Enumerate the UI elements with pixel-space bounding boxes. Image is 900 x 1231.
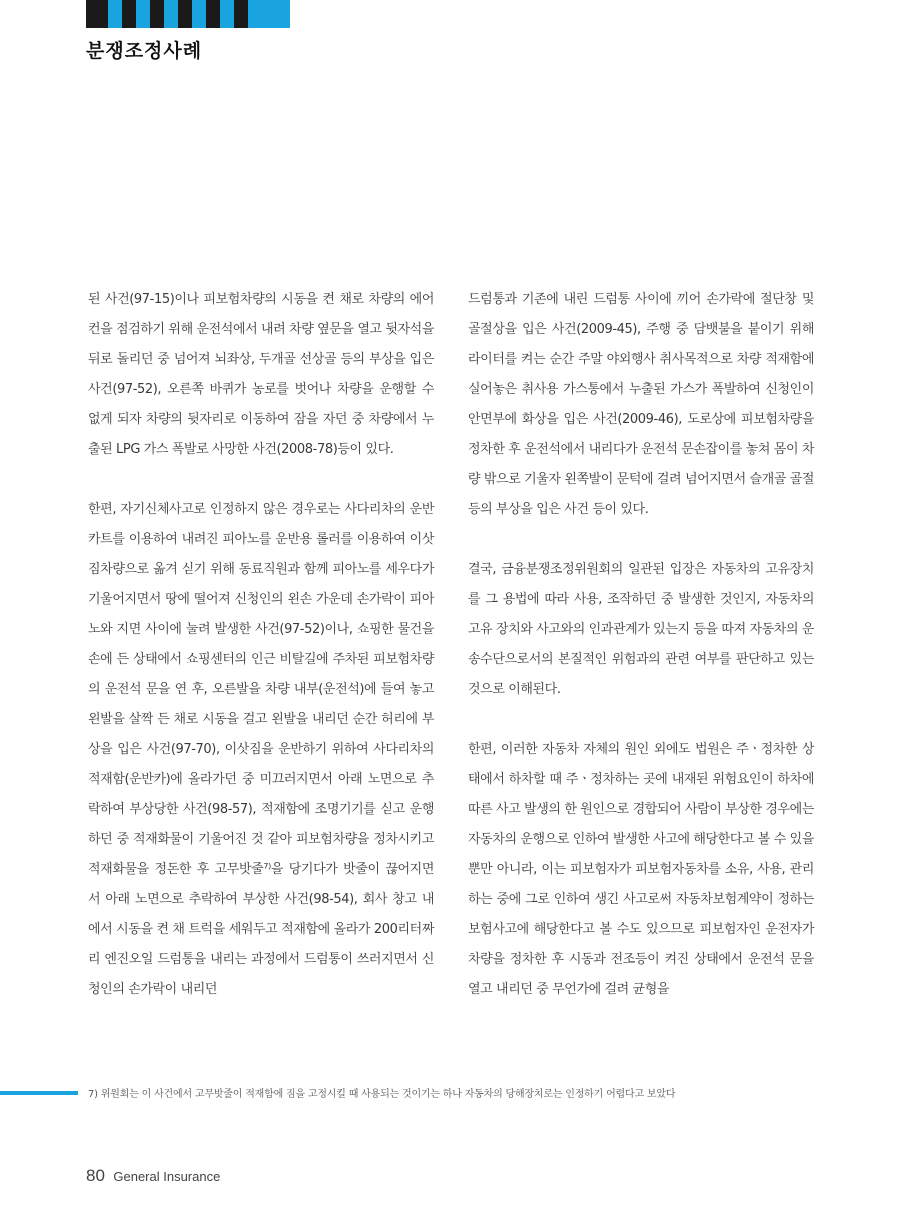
publication-name: General Insurance xyxy=(113,1169,221,1184)
left-column xyxy=(88,285,434,1005)
paragraph: 결국, 금융분쟁조정위원회의 일관된 입장은 자동차의 고유장치를 그 용법에 따라 사용, 조작하던 중 발생한 것인지, 자동차의 고유 장치와 사고와의 인과관계가 있는지 등을 따져 자동차의 운송수단으로서의 본질적인 위험과의 관련 여부를 판단하고 있는 것으로 이해된다. xyxy=(468,562,814,697)
footnote: 7) 위원회는 이 사건에서 고무밧줄이 적재함에 짐을 고정시킬 때 사용되는 것이기는 하나 자동차의 당해장치로는 인정하기 어렵다고 보았다 xyxy=(88,1089,676,1100)
section-title: 분쟁조정사례 xyxy=(86,40,203,62)
right-column xyxy=(468,285,814,1005)
header-decorative-bar xyxy=(86,0,290,28)
page-footer xyxy=(86,1166,220,1186)
paragraph: 한편, 자기신체사고로 인정하지 않은 경우로는 사다리차의 운반카트를 이용하여 내려진 피아노를 운반용 롤러를 이용하여 이삿짐차량으로 옮겨 싣기 위해 동료직원과 함께 피아노를 세우다가 기울어지면서 땅에 떨어져 신청인의 왼손 가운데 손가락이 피아노와 지면 사이에 눌려 발생한 사건(97-52)이나, 쇼핑한 물건을 손에 든 상태에서 쇼핑센터의 인근 비탈길에 주차된 피보험차량의 운전석 문을 연 후, 오른발을 차량 내부(운전석)에 들여 놓고 왼발을 살짝 든 채로 시동을 걸고 왼발을 내리던 순간 허리에 부상을 입은 사건(97-70), 이삿짐을 운반하기 위하여 사다리차의 적재함(운반카)에 올라가던 중 미끄러지면서 아래 노면으로 추락하여 부상당한 사건(98-57), 적재함에 조명기기를 싣고 운행하던 중 적재화물이 기울어진 것 같아 피보험차량을 정차시키고 적재화물을 정돈한 후 고무밧줄⁷⁾을 당기다가 밧줄이 끊어지면서 아래 노면으로 추락하여 부상한 사건(98-54), 회사 창고 내에서 시동을 켠 채 트럭을 세워두고 적재함에 올라가 200리터짜리 엔진오일 드럼통을 내리는 과정에서 드럼통이 쓰러지면서 신청인의 손가락이 내리던 xyxy=(88,502,434,997)
paragraph: 드럼통과 기존에 내린 드럼통 사이에 끼어 손가락에 절단창 및 골절상을 입은 사건(2009-45), 주행 중 담뱃불을 붙이기 위해 라이터를 켜는 순간 주말 야외행사 취사목적으로 차량 적재함에 실어놓은 취사용 가스통에서 누출된 가스가 폭발하여 신청인이 안면부에 화상을 입은 사건(2009-46), 도로상에 피보험차량을 정차한 후 운전석에서 내리다가 운전석 문손잡이를 놓쳐 몸이 차량 밖으로 기울자 왼쪽발이 문턱에 걸려 넘어지면서 슬개골 골절 등의 부상을 입은 사건 등이 있다. xyxy=(468,292,814,517)
paragraph: 한편, 이러한 자동차 자체의 원인 외에도 법원은 주ㆍ정차한 상태에서 하차할 때 주ㆍ정차하는 곳에 내재된 위험요인이 하차에 따른 사고 발생의 한 원인으로 경합되어 사람이 부상한 경우에는 자동차의 운행으로 인하여 발생한 사고에 해당한다고 볼 수 있을 뿐만 아니라, 이는 피보험자가 피보험자동차를 소유, 사용, 관리하는 중에 그로 인하여 생긴 사고로써 자동차보험계약이 정하는 보험사고에 해당한다고 볼 수도 있으므로 피보험자인 운전자가 차량을 정차한 후 시동과 전조등이 켜진 상태에서 운전석 문을 열고 내리던 중 무언가에 걸려 균형을 xyxy=(468,742,814,997)
paragraph: 된 사건(97-15)이나 피보험차량의 시동을 켠 채로 차량의 에어컨을 점검하기 위해 운전석에서 내려 차량 옆문을 열고 뒷자석을 뒤로 돌리던 중 넘어져 뇌좌상, 두개골 선상골 등의 부상을 입은 사건(97-52), 오른쪽 바퀴가 농로를 벗어나 차량을 운행할 수 없게 되자 차량의 뒷자리로 이동하여 잠을 자던 중 차량에서 누출된 LPG 가스 폭발로 사망한 사건(2008-78)등이 있다. xyxy=(88,292,434,457)
page-number: 80 xyxy=(86,1166,105,1185)
footnote-divider xyxy=(0,1091,78,1095)
